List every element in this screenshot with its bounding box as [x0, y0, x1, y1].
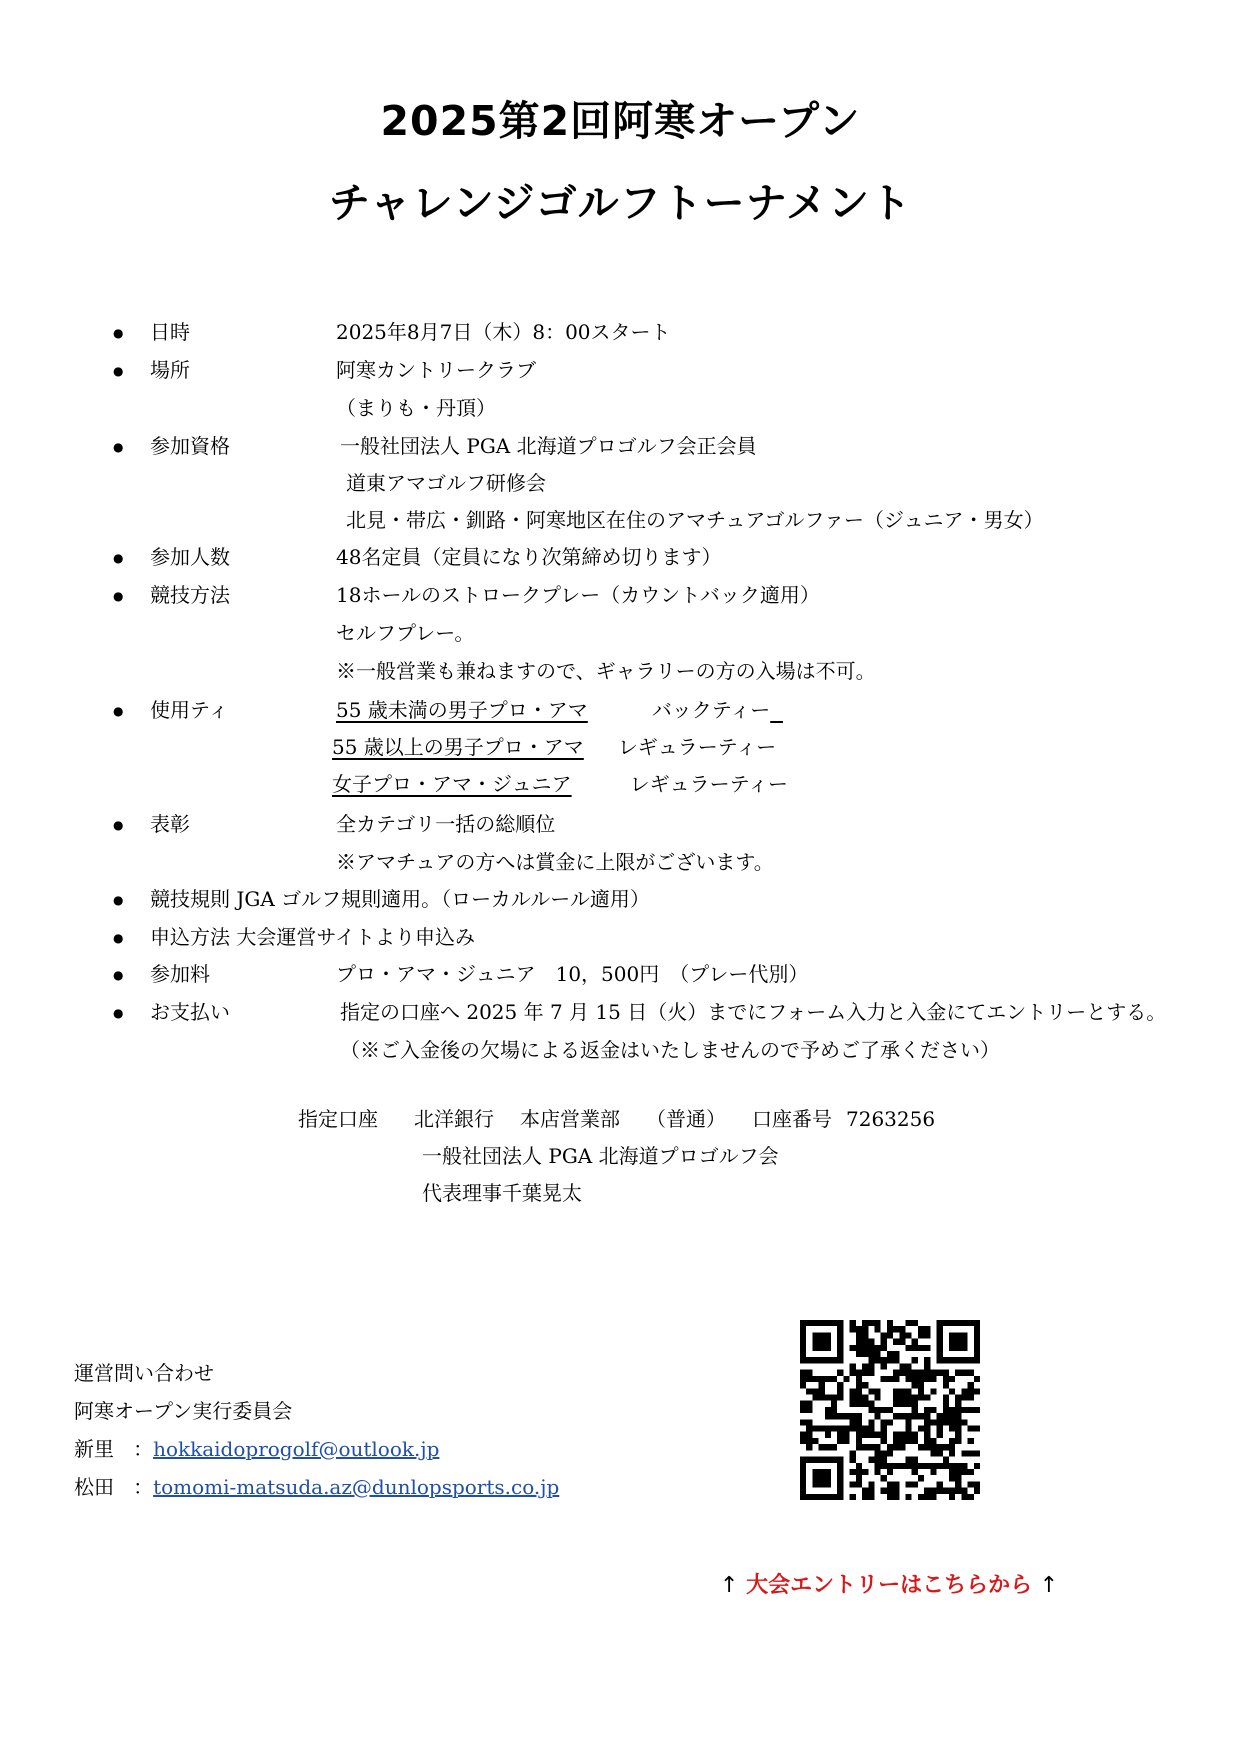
value-format-3: ※一般営業も兼ねますので、ギャラリーの方の入場は不可。	[336, 659, 876, 683]
value-awards-2: ※アマチュアの方へは賞金に上限がございます。	[336, 850, 774, 874]
bullet-icon: ●	[113, 893, 124, 907]
value-participants: 48名定員（定員になり次第締め切ります）	[336, 545, 722, 569]
entry-text: 大会エントリーはこちらから	[746, 1573, 1033, 1598]
account-line	[298, 1106, 935, 1132]
tee-row-1-tee: バックティー	[651, 698, 771, 722]
apply-line: 申込方法 大会運営サイトより申込み	[150, 925, 475, 949]
label-format: 競技方法	[150, 583, 230, 607]
bullet-icon: ●	[113, 704, 124, 718]
tee-row-3	[332, 771, 788, 797]
value-format-2: セルフプレー。	[336, 621, 475, 645]
value-awards-1: 全カテゴリ一括の総順位	[336, 812, 556, 836]
rules-line: 競技規則 JGA ゴルフ規則適用。（ローカルルール適用）	[150, 887, 650, 911]
tee-row-1-who: 55 歳未満の男子プロ・アマ	[336, 698, 588, 722]
tee-row-3-tee: レギュラーティー	[629, 772, 789, 796]
value-place: 阿寒カントリークラブ	[336, 358, 536, 382]
bullet-icon: ●	[113, 968, 124, 982]
value-datetime: 2025年8月7日（木）8：00スタート	[336, 320, 671, 344]
account-holder-1: 一般社団法人 PGA 北海道プロゴルフ会	[422, 1144, 779, 1168]
contact-org: 阿寒オープン実行委員会	[74, 1399, 293, 1423]
bullet-icon: ●	[113, 364, 124, 378]
tee-row-1	[336, 697, 783, 723]
bullet-icon: ●	[113, 440, 124, 454]
value-format-1: 18ホールのストロークプレー（カウントバック適用）	[336, 583, 820, 607]
tee-row-2-tee: レギュラーティー	[617, 735, 777, 759]
bullet-icon: ●	[113, 931, 124, 945]
bullet-icon: ●	[113, 1006, 124, 1020]
up-arrow-icon: ↑	[720, 1573, 739, 1598]
account-number-label: 口座番号	[752, 1107, 832, 1131]
contact-person-1-name: 新里	[74, 1437, 114, 1461]
tee-row-3-who: 女子プロ・アマ・ジュニア	[332, 772, 572, 796]
value-eligibility-1: 一般社団法人 PGA 北海道プロゴルフ会正会員	[340, 434, 757, 458]
bullet-icon: ●	[113, 589, 124, 603]
title-line-2: チャレンジゴルフトーナメント	[328, 179, 913, 227]
label-datetime: 日時	[150, 320, 190, 344]
label-fee: 参加料	[150, 962, 210, 986]
bullet-icon: ●	[113, 326, 124, 340]
value-eligibility-2: 道東アマゴルフ研修会	[346, 471, 546, 495]
bullet-icon: ●	[113, 818, 124, 832]
account-holder-2: 代表理事千葉晃太	[422, 1181, 582, 1205]
value-place-sub: （まりも・丹頂）	[336, 396, 496, 420]
value-eligibility-3: 北見・帯広・釧路・阿寒地区在住のアマチュアゴルファー（ジュニア・男女）	[346, 508, 1044, 532]
contact-email-2-link[interactable]: tomomi-matsuda.az@dunlopsports.co.jp	[153, 1475, 560, 1499]
tee-row-2-who: 55 歳以上の男子プロ・アマ	[332, 735, 584, 759]
value-payment-1: 指定の口座へ 2025 年 7 月 15 日（火）までにフォーム入力と入金にてエントリーとする。	[340, 1000, 1167, 1024]
contact-heading: 運営問い合わせ	[74, 1361, 214, 1385]
account-type: （普通）	[646, 1107, 726, 1131]
qr-code-icon[interactable]	[800, 1320, 980, 1500]
account-number: 7263256	[846, 1107, 936, 1131]
label-awards: 表彰	[150, 812, 190, 836]
account-branch: 本店営業部	[520, 1107, 620, 1131]
title-line-1: 2025第2回阿寒オープン	[380, 97, 861, 145]
contact-person-2-name: 松田	[74, 1475, 114, 1499]
entry-link[interactable]	[720, 1568, 1058, 1599]
up-arrow-icon: ↑	[1039, 1573, 1059, 1598]
bullet-icon: ●	[113, 551, 124, 565]
account-label: 指定口座	[298, 1107, 378, 1131]
label-tees: 使用ティ	[150, 698, 229, 722]
label-place: 場所	[150, 358, 190, 382]
label-payment: お支払い	[150, 1000, 230, 1024]
value-fee: プロ・アマ・ジュニア 10，500円 （プレー代別）	[336, 962, 809, 986]
value-payment-2: （※ご入金後の欠場による返金はいたしませんので予めご了承ください）	[340, 1038, 1000, 1062]
contact-person-2: 松田 ：tomomi-matsuda.az@dunlopsports.co.jp	[74, 1475, 560, 1499]
contact-person-1: 新里 ：hokkaidoprogolf@outlook.jp	[74, 1437, 440, 1461]
tee-row-2	[332, 734, 776, 760]
contact-email-1-link[interactable]: hokkaidoprogolf@outlook.jp	[153, 1437, 440, 1461]
label-eligibility: 参加資格	[150, 434, 230, 458]
label-participants: 参加人数	[150, 545, 230, 569]
account-bank: 北洋銀行	[414, 1107, 494, 1131]
